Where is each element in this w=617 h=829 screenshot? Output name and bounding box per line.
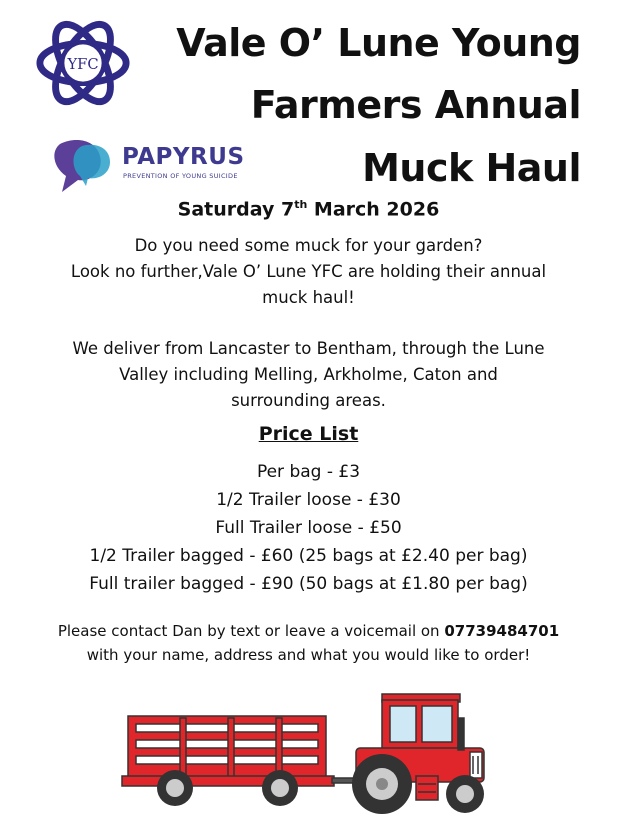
intro-line: Do you need some muck for your garden? — [134, 236, 483, 255]
delivery-line: surrounding areas. — [231, 391, 386, 410]
title-line-2: Farmers Annual — [250, 83, 581, 127]
price-item: Full trailer bagged - £90 (50 bags at £1.80 per bag) — [89, 574, 528, 594]
phone-number: 07739484701 — [444, 622, 560, 640]
intro-paragraph — [20, 233, 597, 311]
papyrus-tagline: PREVENTION OF YOUNG SUICIDE — [123, 172, 238, 180]
price-list — [20, 458, 597, 598]
price-item: Per bag - £3 — [256, 462, 361, 482]
delivery-line: We deliver from Lancaster to Bentham, through the Lune — [72, 339, 545, 358]
event-date: Saturday 7th March 2026 — [177, 198, 440, 221]
title-line-1: Vale O’ Lune Young — [176, 21, 581, 65]
papyrus-mark-icon — [52, 138, 116, 194]
contact-line-1: Please contact Dan by text or leave a voicemail on 07739484701 — [57, 622, 560, 640]
price-item: 1/2 Trailer bagged - £60 (25 bags at £2.40 per bag) — [89, 546, 528, 566]
price-list-heading: Price List — [258, 423, 359, 445]
intro-line: muck haul! — [262, 288, 355, 307]
delivery-line: Valley including Melling, Arkholme, Caton and — [119, 365, 498, 384]
contact-paragraph — [20, 619, 597, 667]
yfc-logo-text: YFC — [67, 55, 99, 73]
tractor-with-trailer-icon — [120, 688, 500, 818]
delivery-paragraph — [20, 336, 597, 414]
papyrus-logo — [52, 138, 252, 194]
papyrus-name: PAPYRUS — [122, 144, 245, 170]
price-item: Full Trailer loose - £50 — [215, 518, 402, 538]
title-line-3: Muck Haul — [362, 146, 581, 190]
trailer — [122, 716, 362, 786]
intro-line: Look no further,Vale O’ Lune YFC are holding their annual — [70, 262, 547, 281]
price-item: 1/2 Trailer loose - £30 — [216, 490, 401, 510]
yfc-logo — [34, 14, 132, 112]
contact-line-2: with your name, address and what you would like to order! — [86, 646, 531, 664]
